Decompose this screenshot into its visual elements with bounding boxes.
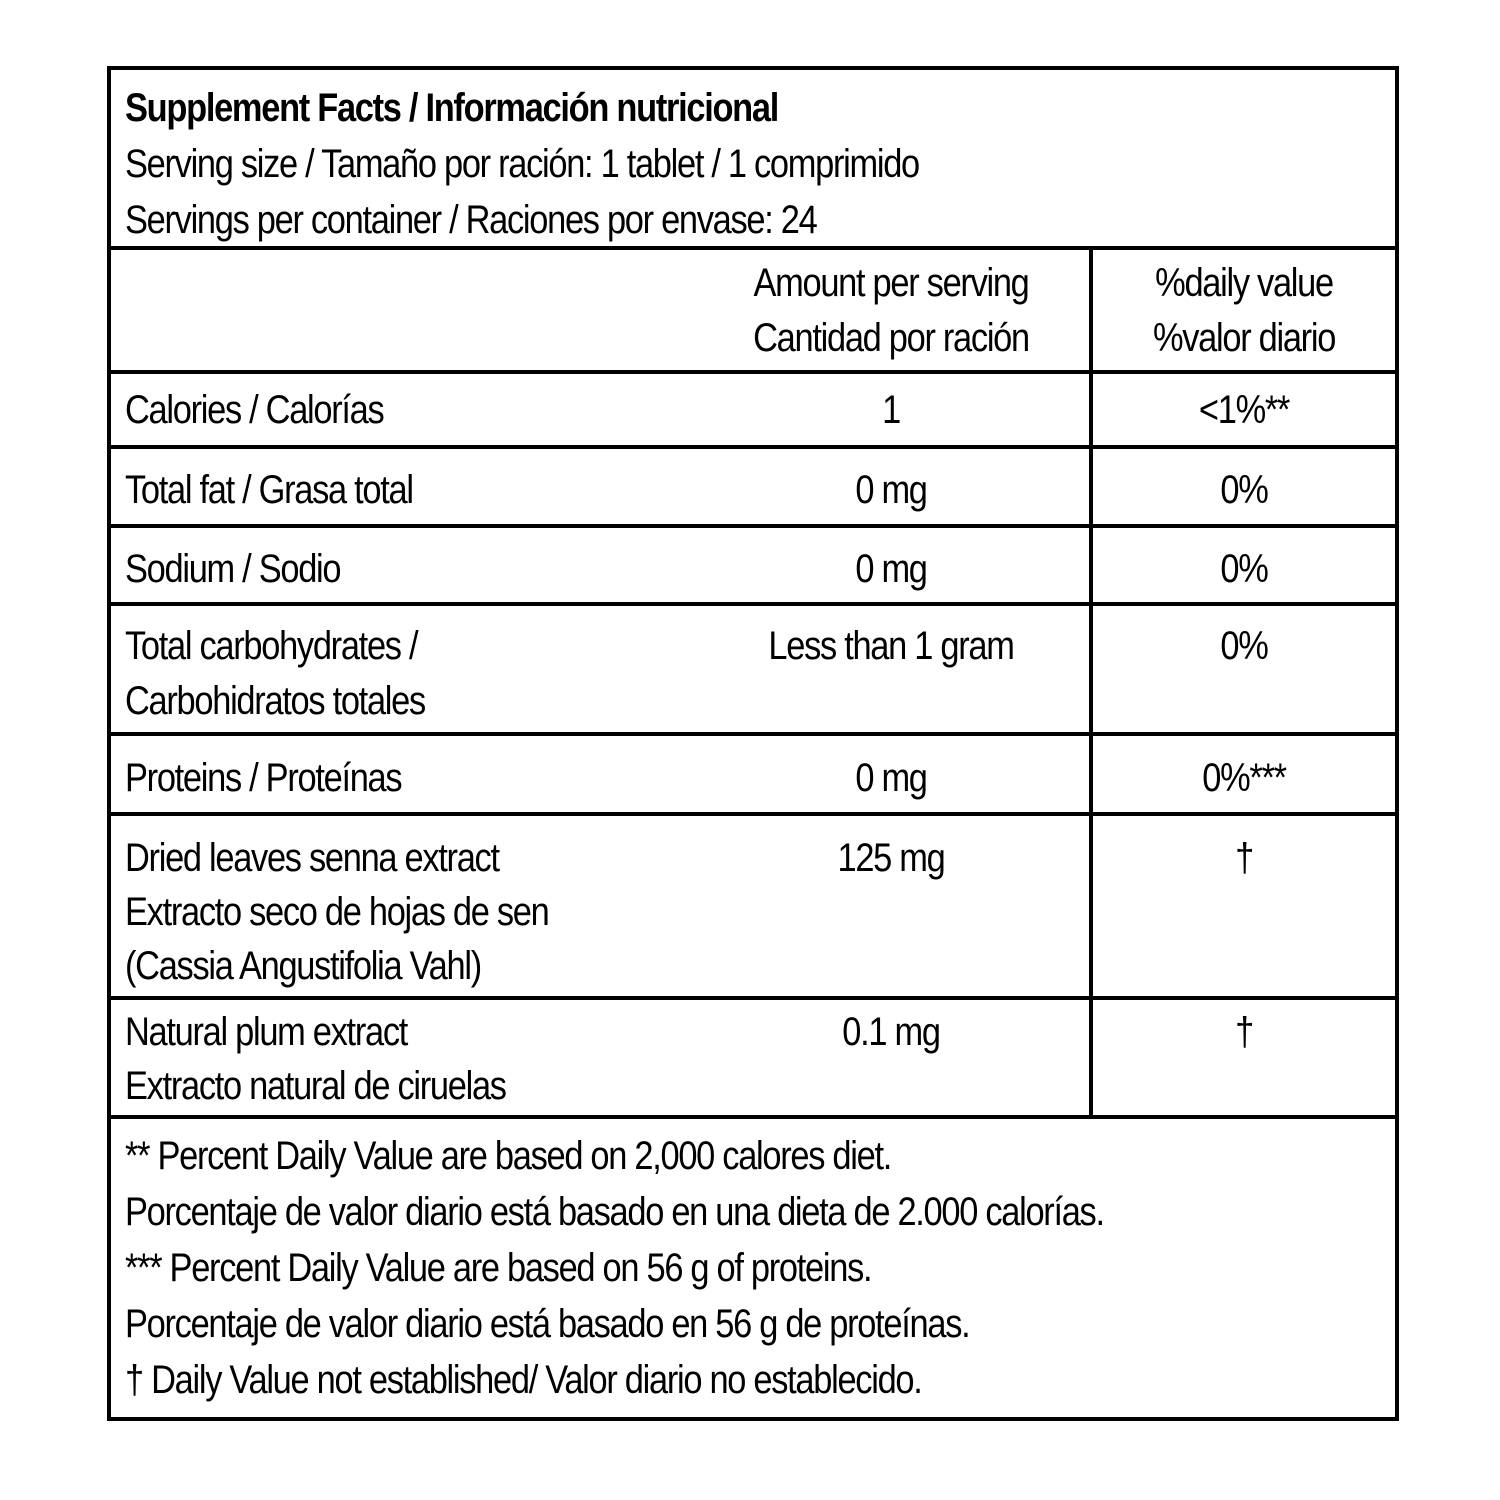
nutrient-name: Total carbohydrates / [125,624,418,668]
nutrient-name: Carbohidratos totales [125,679,425,723]
footnote: Porcentaje de valor diario está basado en 56 g de proteínas. [125,1302,970,1346]
ingredient-name: Natural plum extract [125,1010,408,1054]
divider [111,246,1395,250]
footnote: ** Percent Daily Value are based on 2,000 calores diet. [125,1134,891,1178]
nutrient-daily-value: 0% [1220,468,1268,512]
ingredient-daily-value: † [1235,1010,1253,1054]
nutrient-daily-value: 0% [1220,547,1268,591]
nutrient-name: Total fat / Grasa total [125,468,413,512]
ingredient-name: Dried leaves senna extract [125,836,499,880]
nutrient-amount: Less than 1 gram [768,624,1014,668]
column-header-dv-en: %daily value [1155,261,1333,305]
nutrient-name: Proteins / Proteínas [125,756,402,800]
column-header-amount-en: Amount per serving [753,261,1029,305]
column-header-dv-es: %valor diario [1152,316,1336,360]
nutrient-daily-value: 0% [1220,624,1268,668]
column-header-amount-es: Cantidad por ración [753,316,1029,360]
footnote: *** Percent Daily Value are based on 56 g of proteins. [125,1246,872,1290]
divider [111,996,1395,1000]
divider [111,445,1395,449]
nutrient-amount: 0 mg [855,547,927,591]
divider [111,1115,1395,1119]
ingredient-amount: 125 mg [837,836,945,880]
servings-per-container: Servings per container / Raciones por envase: 24 [125,198,817,242]
nutrient-amount: 1 [882,388,900,432]
footnote: † Daily Value not established/ Valor diario no establecido. [125,1358,922,1402]
nutrient-daily-value: 0%*** [1202,756,1286,800]
serving-size: Serving size / Tamaño por ración: 1 tablet / 1 comprimido [125,142,919,186]
divider [111,602,1395,606]
supplement-facts-panel [107,66,1399,1421]
ingredient-daily-value: † [1235,836,1253,880]
nutrient-amount: 0 mg [855,468,927,512]
column-divider [1089,250,1093,1119]
panel-title: Supplement Facts / Información nutricional [125,86,779,130]
nutrient-amount: 0 mg [855,756,927,800]
ingredient-amount: 0.1 mg [842,1010,940,1054]
divider [111,370,1395,374]
nutrient-name: Sodium / Sodio [125,547,341,591]
divider [111,732,1395,736]
divider [111,524,1395,528]
ingredient-name: Extracto seco de hojas de sen [125,890,549,934]
footnote: Porcentaje de valor diario está basado en una dieta de 2.000 calorías. [125,1190,1104,1234]
ingredient-name: Extracto natural de ciruelas [125,1064,506,1108]
nutrient-name: Calories / Calorías [125,388,384,432]
nutrient-daily-value: <1%** [1198,388,1290,432]
divider [111,812,1395,816]
ingredient-name: (Cassia Angustifolia Vahl) [125,944,481,988]
